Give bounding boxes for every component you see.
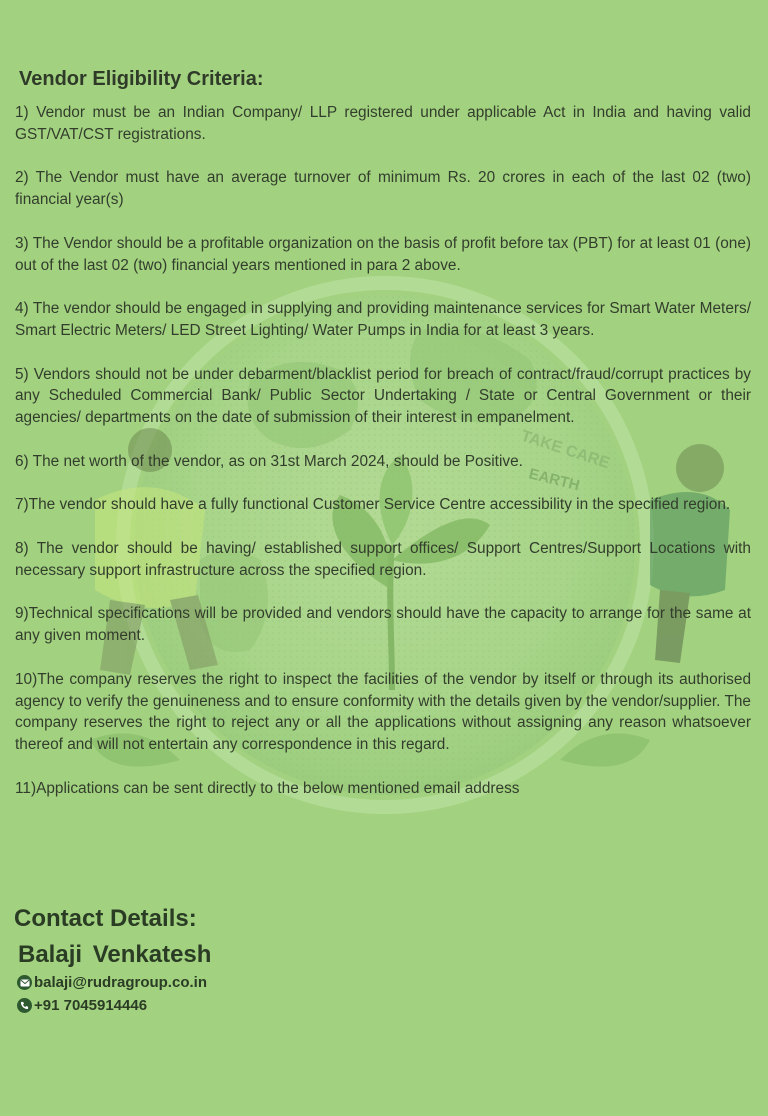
criteria-item: 5) Vendors should not be under debarment/blacklist period for breach of contract/fraud/corrupt practices by any Scheduled Commercial Bank/ Public Sector Undertaking / State or Central Government or their agencies/ departments on the date of submission of their interest in empanelment.: [15, 365, 751, 427]
criteria-item: 3) The Vendor should be a profitable organization on the basis of profit before tax (PBT) for at least 01 (one) out of the last 02 (two) financial years mentioned in para 2 above.: [15, 234, 751, 274]
globe-label-top: TAKE CARE: [518, 427, 612, 473]
contact-phone-row[interactable]: [17, 997, 147, 1014]
criteria-item: 1) Vendor must be an Indian Company/ LLP registered under applicable Act in India and having valid GST/VAT/CST registrations.: [15, 104, 751, 143]
criteria-item: 7)The vendor should have a fully functional Customer Service Centre accessibility in the specified region.: [15, 496, 731, 514]
criteria-heading: Vendor Eligibility Criteria:: [19, 68, 264, 90]
contact-title: Contact Details:: [14, 905, 197, 932]
criteria-item: 8) The vendor should be having/ established support offices/ Support Centres/Support Locations with necessary support infrastructure across the specified region.: [15, 539, 751, 579]
criteria-item: 2) The Vendor must have an average turnover of minimum Rs. 20 crores in each of the last 02 (two) financial year(s): [15, 169, 751, 209]
criteria-item: 9)Technical specifications will be provided and vendors should have the capacity to arrange for the same at any given moment.: [15, 605, 751, 645]
phone-icon: [17, 998, 32, 1013]
contact-email[interactable]: balaji@rudragroup.co.in: [34, 974, 207, 991]
contact-phone[interactable]: +91 7045914446: [34, 997, 148, 1014]
contact-name: Balaji Venkatesh: [18, 941, 212, 968]
criteria-list: [15, 102, 751, 821]
contact-email-row[interactable]: [17, 974, 207, 991]
criteria-item: 4) The vendor should be engaged in supplying and providing maintenance services for Smart Water Meters/ Smart Electric Meters/ LED Street Lighting/ Water Pumps in India for at least 3 years.: [15, 300, 751, 339]
criteria-item: 11)Applications can be sent directly to the below mentioned email address: [15, 779, 520, 797]
criteria-item: 10)The company reserves the right to inspect the facilities of the vendor by itself or through its authorised agency to verify the genuineness and to ensure conformity with the details given by the vendor/supplier. The company reserves the right to reject any or all the applications without assigning any reason whatsoever thereof and will not entertain any correspondence in this regard.: [15, 670, 751, 754]
globe-label-bottom: EARTH: [527, 465, 582, 495]
criteria-item: 6) The net worth of the vendor, as on 31st March 2024, should be Positive.: [15, 452, 523, 470]
email-icon: [17, 975, 32, 990]
